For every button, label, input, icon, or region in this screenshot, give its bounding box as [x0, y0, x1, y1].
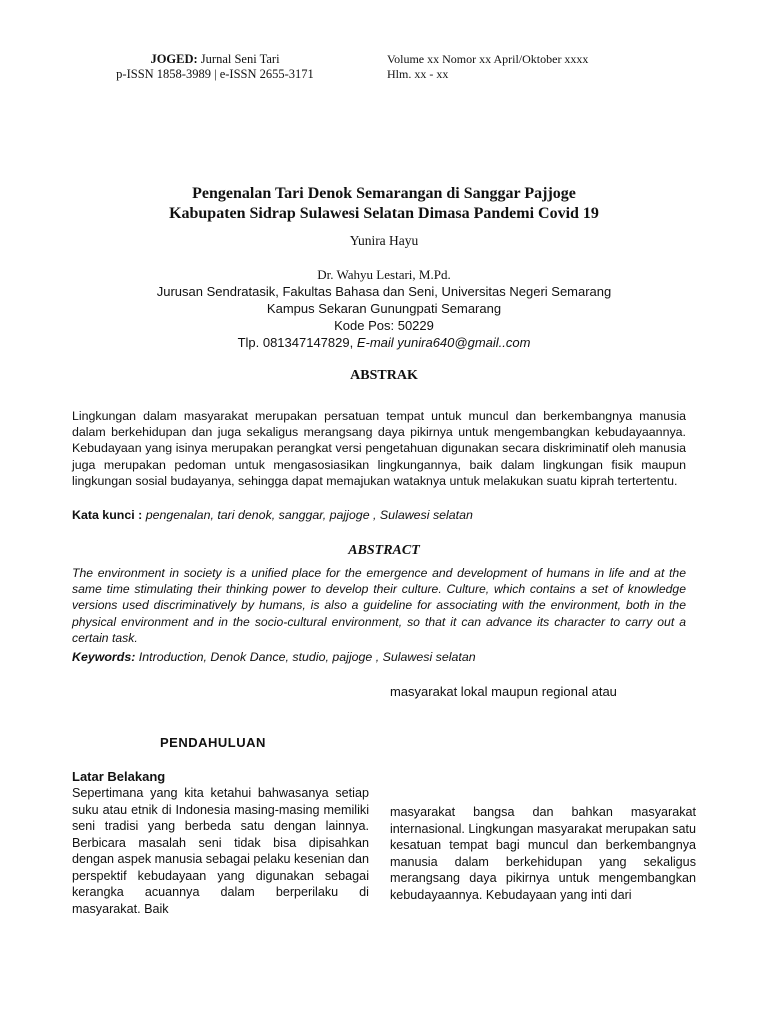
kata-kunci	[72, 508, 686, 522]
right-column-text: masyarakat bangsa dan bahkan masyarakat internasional. Lingkungan masyarakat merupakan satu kesatuan tempat bagi muncul dan berkembangnya manusia dalam berkehidupan yang sekaligus merangsang daya pikirnya untuk mengembangkan kebudayaannya. Kebudayaan yang inti dari	[390, 805, 696, 902]
section-heading-pendahuluan: PENDAHULUAN	[160, 735, 266, 750]
department: Jurusan Sendratasik, Fakultas Bahasa dan Seni, Universitas Negeri Semarang	[156, 284, 612, 299]
author-name: Yunira Hayu	[349, 233, 419, 248]
keywords-values: Introduction, Denok Dance, studio, pajjoge , Sulawesi selatan	[135, 650, 476, 664]
postal-code: Kode Pos: 50229	[334, 318, 434, 333]
subsection-latar-belakang: Latar Belakang	[72, 769, 166, 784]
page-range: Hlm. xx - xx	[387, 67, 449, 81]
keywords	[72, 650, 686, 664]
right-column-fragment: masyarakat lokal maupun regional atau	[390, 684, 617, 699]
title-line-2: Kabupaten Sidrap Sulawesi Selatan Dimasa Pandemi Covid 19	[169, 205, 599, 222]
contact	[60, 334, 708, 351]
affiliation	[60, 266, 708, 351]
volume-info	[387, 52, 647, 82]
paper-title	[60, 184, 708, 224]
kata-kunci-values: pengenalan, tari denok, sanggar, pajjoge , Sulawesi selatan	[145, 508, 473, 522]
title-line-1: Pengenalan Tari Denok Semarangan di Sanggar Pajjoge	[192, 185, 576, 202]
journal-name: JOGED: Jurnal Seni Tari	[150, 52, 280, 66]
volume: Volume xx Nomor xx April/Oktober xxxx	[387, 52, 589, 66]
campus: Kampus Sekaran Gunungpati Semarang	[266, 301, 502, 316]
abstrak-text: Lingkungan dalam masyarakat merupakan persatuan tempat untuk muncul dan berkembangnya manusia dalam berkehidupan dan juga sekaligus merangsang daya pikirnya untuk mengembangkan kebudayaannya. Kebudayaan yang isinya merupakan perangkat versi pengetahuan digunakan secara diskriminatif oleh manusia juga merupakan pedoman untuk mengasosiasikan lingkungannya, baik dalam lingkungan fisik maupun lingkungan sosial budayanya, sehingga dapat memajukan wataknya untuk melakukan suatu kiprah tertertentu.	[72, 409, 686, 488]
issn: p-ISSN 1858-3989 | e-ISSN 2655-3171	[116, 67, 314, 81]
abstrak-heading: ABSTRAK	[350, 368, 418, 383]
abstract-text: The environment in society is a unified place for the emergence and development of humans in life and at the same time stimulating their thinking power to develop their culture. Culture, which contains a set of knowledge versions used discriminatively by humans, is also a guideline for associating with the environment, both in the physical environment and in the socio-cultural environment, so that it can advance its character to carry out a certain task.	[72, 566, 686, 645]
left-column-text: Sepertimana yang kita ketahui bahwasanya setiap suku atau etnik di Indonesia masing-masing memiliki seni tradisi yang berbeda satu dengan lainnya. Berbicara masalah seni tidak bisa dipisahkan dengan aspek manusia sebagai pelaku kesenian dan perspektif kebudayaan yang digunakan sebagai kerangka acuannya dalam berperilaku di masyarakat. Baik	[72, 786, 369, 916]
keywords-label: Keywords:	[72, 650, 136, 664]
kata-kunci-label: Kata kunci :	[72, 508, 146, 522]
journal-header	[100, 52, 330, 82]
supervisor: Dr. Wahyu Lestari, M.Pd.	[317, 267, 451, 282]
email: E-mail yunira640@gmail..com	[356, 335, 531, 350]
phone: Tlp. 081347147829,	[237, 335, 357, 350]
abstract-heading: ABSTRACT	[348, 543, 420, 558]
